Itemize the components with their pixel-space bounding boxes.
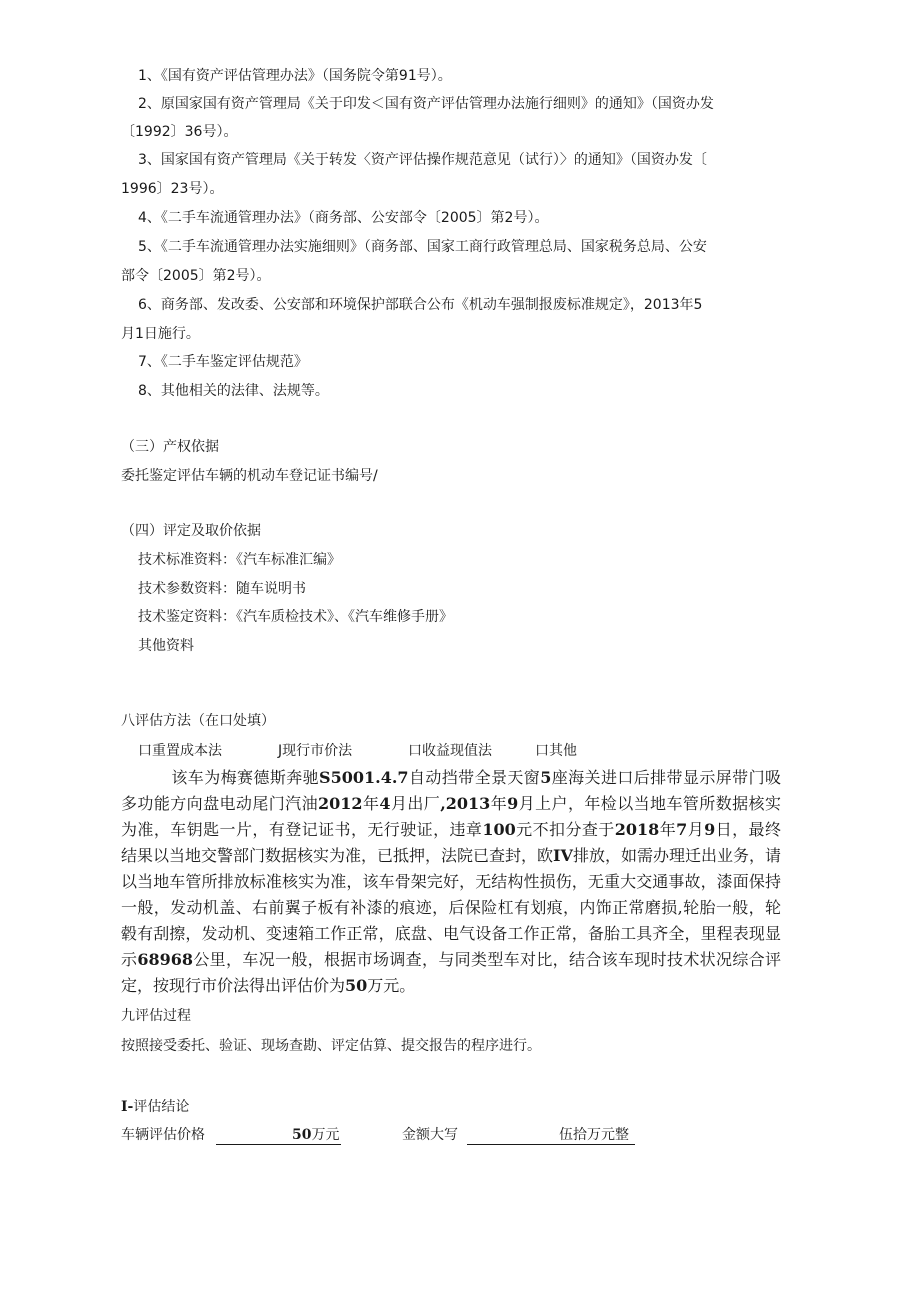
basis-item-6: 6、商务部、发改委、公安部和环境保护部联合公布《机动车强制报废标准规定》，2013年5: [138, 297, 703, 313]
basis-item-7: 7、《二手车鉴定评估规范》: [138, 354, 308, 370]
amount-value: 伍拾万元整: [559, 1127, 629, 1143]
pricing-item: 其他资料: [138, 638, 194, 654]
conclusion-heading: I-评估结论: [121, 1099, 190, 1115]
price-value: 50万元: [292, 1127, 340, 1143]
process-heading: 九评估过程: [121, 1008, 191, 1024]
pricing-item: 技术鉴定资料：《汽车质检技术》、《汽车维修手册》: [138, 609, 453, 625]
basis-item-8: 8、其他相关的法律、法规等。: [138, 383, 329, 399]
basis-item-5-cont: 部令〔2005〕第2号）。: [121, 268, 271, 284]
basis-item-3: 3、国家国有资产管理局《关于转发〈资产评估操作规范意见（试行）〉的通知》（国资办发〔: [138, 152, 707, 168]
basis-item-4: 4、《二手车流通管理办法》（商务部、公安部令〔2005〕第2号）。: [138, 210, 549, 226]
basis-item-3-cont: 1996〕23号）。: [121, 181, 224, 197]
method-heading: 八评估方法（在口处填）: [121, 713, 275, 729]
basis-item-1: 1、《国有资产评估管理办法》（国务院令第91号）。: [138, 68, 452, 84]
pricing-item: 技术标准资料：《汽车标准汇编》: [138, 552, 341, 568]
basis-item-2-cont: 〔1992〕36号）。: [121, 124, 238, 140]
vehicle-description: 该车为梅赛德斯奔驰S5001.4.7自动挡带全景天窗5座海关进口后排带显示屏带门吸多功能方向盘电动尾门汽油2012年4月出厂,2013年9月上户，年检以当地车管所数据核实为准，车钥匙一片，有登记证书，无行驶证，违章100元不扣分查于2018年7月9日，最终结果以当地交警部门数据核实为准，已抵押，法院已查封，欧IV排放，如需办理迁出业务，请以当地车管所排放标准核实为准，该车骨架完好，无结构性损伤，无重大交通事故，漆面保持一般，发动机盖、右前翼子板有补漆的痕迹，后保险杠有划痕，内饰正常磨损,轮胎一般，轮毂有刮擦，发动机、变速箱工作正常，底盘、电气设备工作正常，备胎工具齐全，里程表现显示68968公里，车况一般，根据市场调查，与同类型车对比，结合该车现时技术状况综合评定，按现行市价法得出评估价为50万元。: [121, 768, 781, 995]
ownership-heading: （三）产权依据: [121, 439, 219, 455]
method-option-market: J现行市价法: [278, 743, 353, 759]
ownership-text: 委托鉴定评估车辆的机动车登记证书编号/: [121, 468, 378, 484]
process-text: 按照接受委托、验证、现场查勘、评定估算、提交报告的程序进行。: [121, 1038, 541, 1054]
basis-item-5: 5、《二手车流通管理办法实施细则》（商务部、国家工商行政管理总局、国家税务总局、公安: [138, 239, 707, 255]
price-label: 车辆评估价格: [121, 1127, 205, 1143]
basis-item-2: 2、原国家国有资产管理局《关于印发＜国有资产评估管理办法施行细则》的通知》（国资办发: [138, 96, 714, 112]
method-option-cost: 口重置成本法: [138, 743, 222, 759]
basis-item-6-cont: 月1日施行。: [121, 326, 200, 342]
method-option-income: 口收益现值法: [408, 743, 492, 759]
amount-label: 金额大写: [402, 1127, 458, 1143]
pricing-heading: （四）评定及取价依据: [121, 523, 261, 539]
pricing-item: 技术参数资料：随车说明书: [138, 581, 306, 597]
method-option-other: 口其他: [535, 743, 577, 759]
